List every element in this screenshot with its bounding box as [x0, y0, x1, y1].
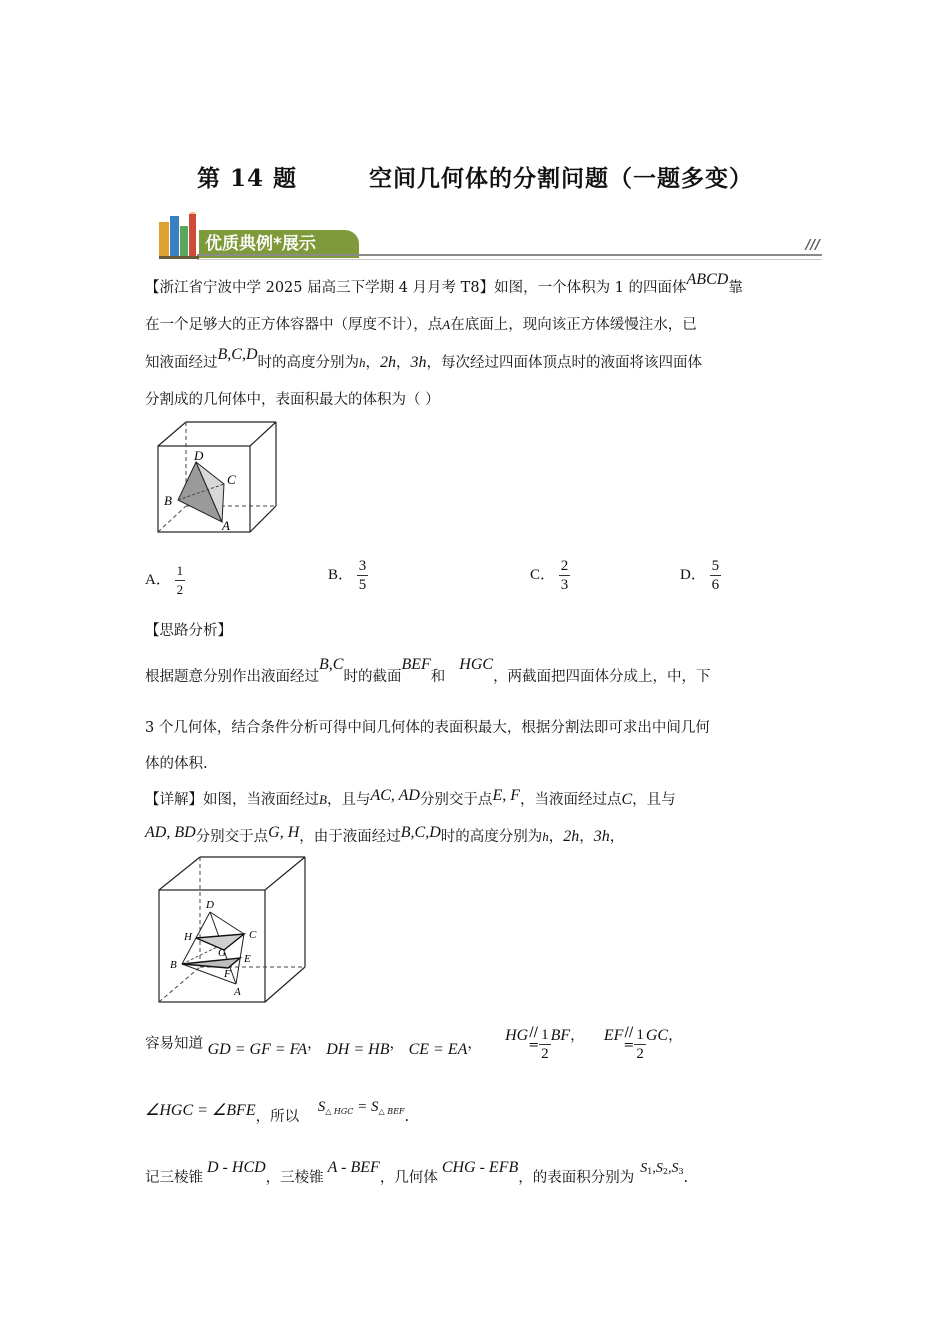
math: B,C,D — [400, 824, 441, 841]
text: 容易知道 — [145, 1036, 203, 1052]
label-B: B — [164, 493, 172, 508]
math: A - BEF — [327, 1159, 380, 1176]
math: D - HCD — [207, 1159, 266, 1176]
cube-edge — [250, 422, 276, 446]
cube-edge — [159, 857, 200, 890]
problem-line-3 — [145, 346, 702, 373]
text: ，的表面积分别为 — [518, 1170, 635, 1186]
text: ，几何体 — [379, 1170, 438, 1186]
option-label: B． — [328, 566, 354, 583]
math: DH = HB — [326, 1041, 390, 1058]
math: EF — [603, 1027, 624, 1044]
text: 知液面经过 — [145, 355, 218, 371]
parallel: // — [624, 1025, 634, 1040]
math: S — [671, 1161, 679, 1176]
label-F: F — [224, 968, 231, 980]
label-C: C — [249, 929, 257, 941]
math: BEF — [401, 656, 431, 673]
text: . — [683, 1170, 689, 1186]
label-D: D — [194, 448, 204, 463]
label-D: D — [206, 899, 214, 911]
text: ，且与 — [632, 792, 676, 808]
problem-line-2 — [145, 315, 697, 335]
label-A: A — [234, 986, 241, 998]
numerator: 3 — [358, 558, 367, 574]
text: 靠 — [728, 280, 743, 296]
math: S — [371, 1099, 379, 1115]
text: ， — [389, 1036, 404, 1052]
math: E, F — [492, 787, 520, 804]
problem-source: 【浙江省宁波中学 2025 届高三下学期 4 月月考 T8】 — [145, 280, 495, 296]
math: C — [621, 791, 633, 808]
math: 2h — [380, 354, 396, 371]
angle-line — [145, 1097, 409, 1131]
text: 记三棱锥 — [145, 1170, 203, 1186]
math: h — [542, 829, 549, 844]
text: ，每次经过四面体顶点时的液面将该四面体 — [426, 355, 702, 371]
label-B: B — [170, 959, 177, 971]
subscript: 1 — [647, 1167, 653, 1176]
text: 分别交于点 — [419, 792, 493, 808]
option-label: A． — [145, 571, 171, 588]
math: B,C,D — [217, 346, 258, 363]
label-E: E — [244, 953, 251, 965]
math: GD = GF = FA — [207, 1041, 308, 1058]
numerator: 1 — [636, 1027, 644, 1043]
text: ，所以 — [255, 1109, 300, 1125]
cube-edge — [250, 506, 276, 532]
math: S — [655, 1161, 663, 1176]
option-label: C． — [530, 566, 556, 583]
equal: = — [623, 1038, 635, 1053]
text: ， — [579, 829, 594, 845]
analysis-line-1 — [145, 656, 711, 687]
text: 在一个足够大的正方体容器中（厚度不计），点 — [145, 317, 443, 333]
cube-edge — [158, 422, 186, 446]
figure-1-cube-tetrahedron — [150, 418, 285, 538]
math: BF — [550, 1027, 571, 1044]
text: 时的高度分别为 — [257, 355, 359, 371]
numerator: 5 — [711, 558, 720, 574]
text: ，当液面经过点 — [519, 792, 622, 808]
fraction-half — [539, 1026, 551, 1063]
denominator: 2 — [176, 582, 184, 597]
math: , — [667, 1161, 672, 1176]
math: HGC — [459, 656, 494, 673]
final-line — [145, 1158, 688, 1192]
denominator: 3 — [560, 577, 569, 593]
option-label: D． — [680, 566, 706, 583]
banner-label: 优质典例*展示 — [199, 230, 359, 258]
math: S — [317, 1099, 326, 1115]
cube-edge — [265, 857, 305, 890]
text: ， — [396, 355, 411, 371]
text: 根据题意分别作出液面经过 — [145, 669, 319, 685]
section-banner — [157, 212, 822, 260]
denominator: 2 — [541, 1046, 549, 1062]
math: 3h — [593, 828, 610, 845]
equal: = — [528, 1038, 540, 1053]
math: ∠HGC = ∠BFE — [145, 1102, 256, 1119]
math: AD, BD — [145, 824, 196, 841]
numerator: 1 — [541, 1027, 549, 1043]
text: . — [404, 1109, 410, 1125]
text: 和 — [430, 669, 446, 685]
text: 时的高度分别为 — [440, 829, 543, 845]
analysis-line-2: 3 个几何体，结合条件分析可得中间几何体的表面积最大，根据分割法即可求出中间几何 — [145, 720, 710, 736]
math: CE = EA — [408, 1041, 468, 1058]
relations-line — [145, 1026, 683, 1076]
cube-hidden-edge — [159, 967, 200, 1002]
fraction-half — [634, 1026, 646, 1063]
analysis-heading: 【思路分析】 — [145, 623, 232, 639]
banner-slashes: /// — [805, 238, 820, 253]
text: 时的截面 — [343, 669, 402, 685]
text: 分别交于点 — [195, 829, 269, 845]
parallel: // — [529, 1025, 539, 1040]
option-a[interactable] — [145, 562, 185, 599]
text: 在底面上，现向该正方体缓慢注水，已 — [450, 317, 697, 333]
detail-line-1 — [145, 787, 676, 810]
text: ， — [365, 355, 380, 371]
fraction — [559, 557, 571, 594]
math: S — [640, 1161, 648, 1176]
subscript: △ HGC — [325, 1107, 354, 1116]
parallel-equal — [528, 1026, 539, 1052]
label-H: H — [184, 931, 192, 943]
math: ABCD — [686, 271, 729, 288]
text: ，两截面把四面体分成上，中，下 — [493, 669, 711, 685]
books-icon — [157, 212, 203, 260]
cube-edge — [265, 967, 305, 1002]
page-title: 第 14 题 空间几何体的分割问题（一题多变） — [196, 165, 754, 192]
figure-2-cube-sections — [152, 852, 312, 1007]
denominator: 2 — [636, 1046, 644, 1062]
text: 【详解】如图，当液面经过 — [145, 792, 319, 808]
math: G, H — [268, 824, 300, 841]
math: AC, AD — [370, 787, 420, 804]
math: A — [442, 317, 451, 332]
label-A: A — [222, 518, 230, 533]
label-C: C — [227, 472, 236, 487]
option-d[interactable] — [680, 557, 721, 594]
text: ， — [668, 1028, 683, 1044]
parallel-equal — [623, 1026, 634, 1052]
text: ，由于液面经过 — [299, 829, 401, 845]
math: , — [652, 1161, 656, 1176]
fraction — [175, 562, 186, 599]
fraction — [357, 557, 369, 594]
denominator: 5 — [358, 577, 367, 593]
option-c[interactable] — [530, 557, 570, 594]
banner-divider-thin — [197, 259, 822, 260]
math: HG — [505, 1027, 529, 1044]
denominator: 6 — [711, 577, 720, 593]
text: 如图，一个体积为 1 的四面体 — [494, 280, 687, 296]
subscript: △ BEF — [378, 1107, 405, 1116]
numerator: 2 — [560, 558, 569, 574]
math: CHG - EFB — [441, 1159, 519, 1176]
problem-line-1 — [145, 271, 743, 298]
math: GC — [645, 1027, 669, 1044]
tetra-edge-dc — [210, 912, 244, 934]
math: B,C — [319, 656, 344, 673]
subscript: 2 — [662, 1167, 668, 1176]
banner-divider — [197, 254, 822, 256]
text: ， — [548, 829, 564, 845]
math: = — [353, 1099, 372, 1115]
detail-line-2 — [145, 824, 625, 847]
option-b[interactable] — [328, 557, 368, 594]
text: ，且与 — [326, 792, 371, 808]
text: ， — [307, 1036, 322, 1052]
label-G: G — [218, 947, 226, 959]
analysis-line-3: 体的体积. — [145, 756, 208, 772]
math: 3h — [410, 354, 427, 371]
math: h — [359, 355, 366, 370]
fraction — [710, 557, 722, 594]
numerator: 1 — [175, 562, 186, 581]
text: ， — [467, 1036, 482, 1052]
math: B — [319, 792, 327, 807]
cube-hidden-edge — [158, 506, 186, 532]
text: ， — [570, 1028, 585, 1044]
problem-line-4: 分割成的几何体中，表面积最大的体积为（ ） — [145, 392, 440, 408]
text: ，三棱锥 — [265, 1170, 324, 1186]
subscript: 3 — [678, 1167, 684, 1176]
text: ， — [609, 829, 625, 845]
math: 2h — [563, 828, 580, 845]
